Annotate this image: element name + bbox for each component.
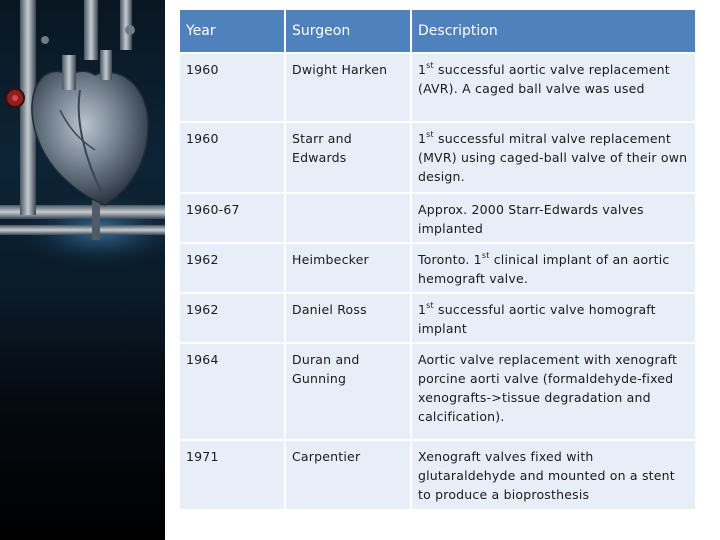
desc-superscript: st [426, 301, 434, 310]
year-cell: 1964 [180, 344, 286, 439]
desc-superscript: st [481, 251, 490, 260]
surgeon-cell: Carpentier [286, 441, 412, 509]
table-row [180, 194, 695, 242]
header-year: Year [180, 10, 286, 52]
header-description: Description [412, 10, 695, 52]
surgeon-cell [286, 194, 412, 242]
surgeon-cell: Heimbecker [286, 244, 412, 292]
table-row [180, 441, 695, 509]
surgeon-cell: Starr and Edwards [286, 123, 412, 192]
year-cell: 1971 [180, 441, 286, 509]
valve-history-table [180, 8, 695, 511]
surgeon-cell: Dwight Harken [286, 54, 412, 121]
desc-superscript: st [426, 130, 434, 139]
table-row [180, 344, 695, 439]
description-cell [412, 54, 695, 121]
surgeon-cell: Duran and Gunning [286, 344, 412, 439]
description-cell [412, 123, 695, 192]
description-cell [412, 194, 695, 242]
desc-text: successful mitral valve replacement (MVR) using caged-ball valve of their own design. [418, 131, 688, 184]
desc-text: clinical implant of an aortic hemograft valve. [418, 252, 670, 286]
desc-prefix: 1 [418, 62, 427, 77]
desc-text: successful aortic valve replacement (AVR). A caged ball valve was used [418, 62, 670, 96]
heart-pipes-illustration [0, 0, 165, 540]
year-cell: 1960 [180, 54, 286, 121]
desc-text: Approx. 2000 Starr-Edwards valves implanted [418, 202, 644, 236]
description-cell [412, 294, 695, 342]
table-row [180, 294, 695, 342]
desc-superscript: st [426, 61, 434, 70]
description-cell [412, 244, 695, 292]
table-row [180, 244, 695, 292]
year-cell: 1962 [180, 294, 286, 342]
year-cell: 1962 [180, 244, 286, 292]
table-header-row [180, 10, 695, 52]
desc-prefix: Toronto. 1 [418, 252, 482, 267]
year-cell: 1960 [180, 123, 286, 192]
description-cell [412, 441, 695, 509]
desc-prefix: 1 [418, 131, 427, 146]
desc-text: Aortic valve replacement with xenograft porcine aorti valve (formaldehyde-fixed xenografts->tissue degradation and calcification). [418, 352, 678, 424]
desc-text: successful aortic valve homograft implant [418, 302, 656, 336]
desc-prefix: 1 [418, 302, 427, 317]
valve-history-table-container [180, 8, 695, 511]
year-cell: 1960-67 [180, 194, 286, 242]
description-cell [412, 344, 695, 439]
table-row [180, 123, 695, 192]
surgeon-cell: Daniel Ross [286, 294, 412, 342]
heart-icon [0, 0, 165, 540]
desc-text: Xenograft valves fixed with glutaraldehyde and mounted on a stent to produce a bioprosthesis [418, 449, 675, 502]
table-row [180, 54, 695, 121]
header-surgeon: Surgeon [286, 10, 412, 52]
